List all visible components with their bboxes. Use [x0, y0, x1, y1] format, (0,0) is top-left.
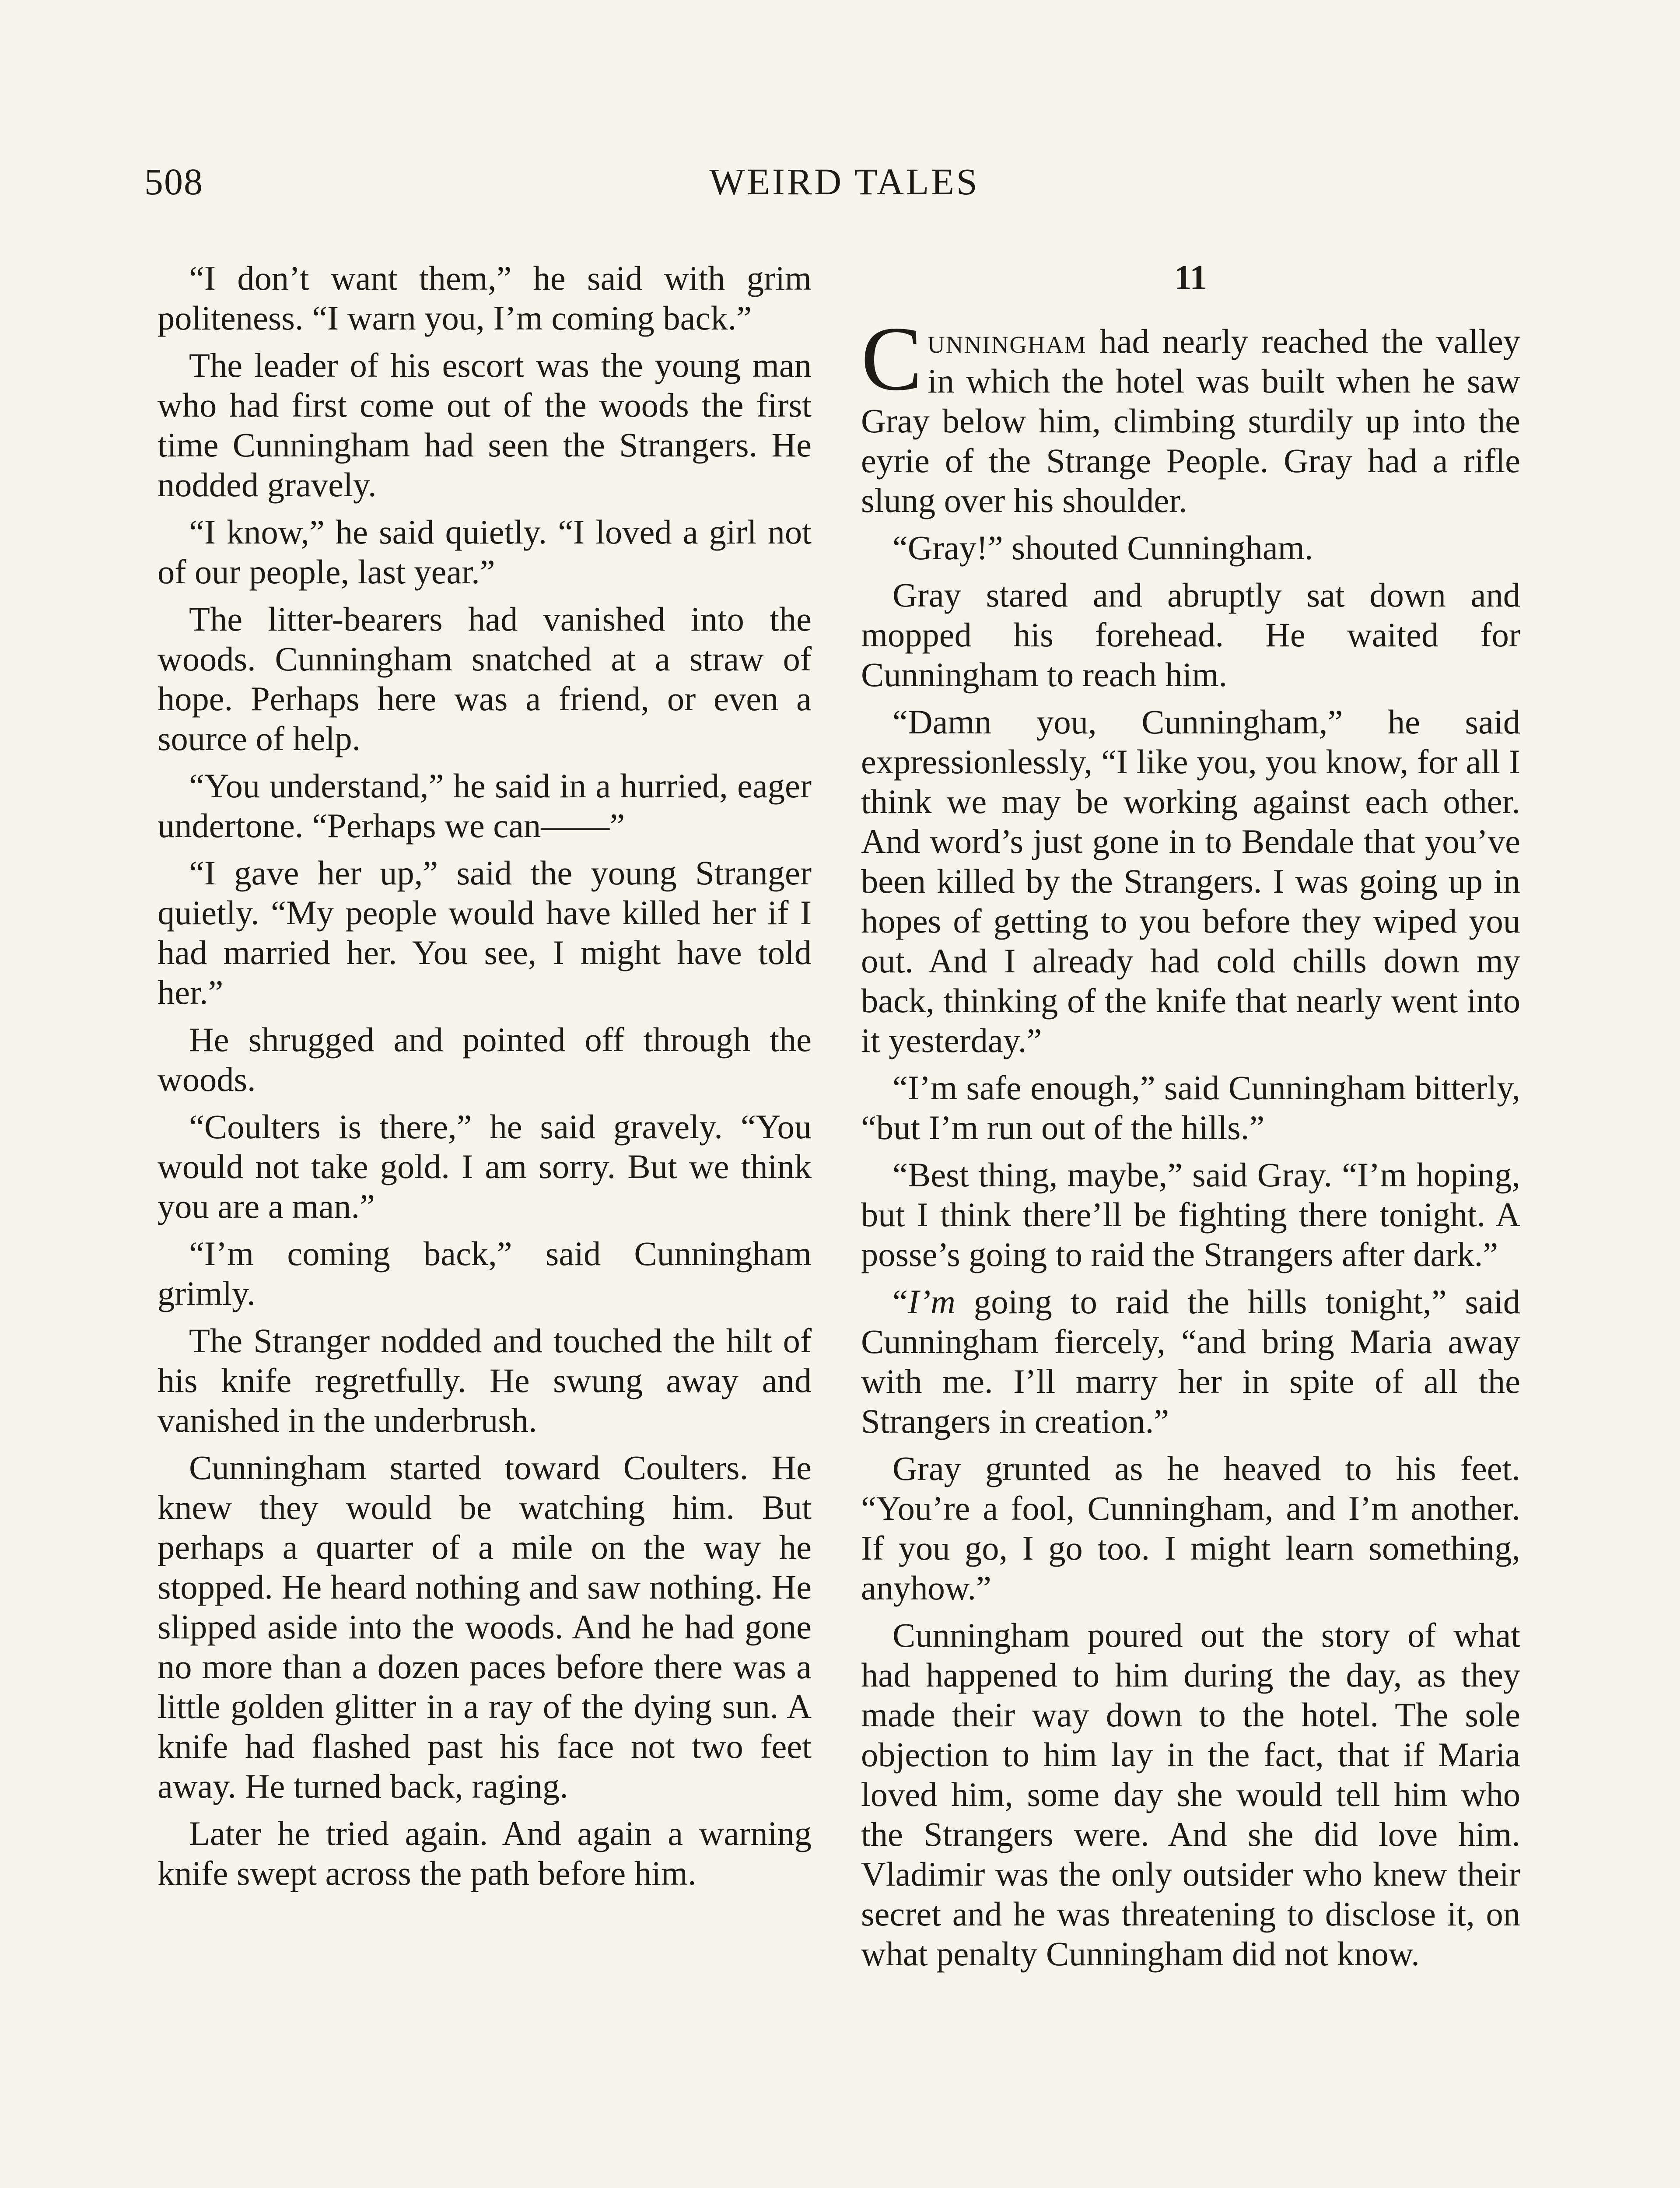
paragraph: “I know,” he said quietly. “I loved a girl not of our people, last year.” [158, 513, 812, 591]
paragraph: “Gray!” shouted Cunningham. [892, 529, 1313, 567]
opening-text: had nearly reached the valley in which the hotel was built when he saw Gray below him, climbing sturdily up into the eyrie of the Strange People. Gray had a rifle slung over his shoulder. [861, 322, 1520, 519]
paragraph: “Best thing, maybe,” said Gray. “I’m hoping, but I think there’ll be fighting there tonight. A posse’s going to raid the Strangers after dark.” [861, 1156, 1520, 1273]
paragraph: “I gave her up,” said the young Stranger quietly. “My people would have killed her if I had married her. You see, I might have told her.” [158, 854, 812, 1011]
paragraph: The litter-bearers had vanished into the woods. Cunningham snatched at a straw of hope. Perhaps here was a friend, or even a source of help. [158, 600, 812, 757]
drop-cap: C [861, 308, 923, 410]
page-number: 508 [144, 161, 203, 203]
paragraph: Later he tried again. And again a warning knife swept across the path before him. [158, 1814, 812, 1892]
right-column [861, 258, 1520, 1981]
paragraph: “I don’t want them,” he said with grim politeness. “I warn you, I’m coming back.” [158, 259, 812, 337]
paragraph: Gray grunted as he heaved to his feet. “You’re a fool, Cunningham, and I’m another. If you go, I go too. I might learn something, anyhow.” [861, 1449, 1520, 1607]
paragraph-rest: going to raid the hills tonight,” said Cunningham fiercely, “and bring Maria away with me. I’ll marry her in spite of all the Strangers in creation.” [861, 1283, 1520, 1440]
paragraph: Cunningham poured out the story of what had happened to him during the day, as they made their way down to the hotel. The sole objection to him lay in the fact, that if Maria loved him, some day she would tell him who the Strangers were. And she did love him. Vladimir was the only outsider who knew their secret and he was threatening to disclose it, on what penalty Cunningham did not know. [861, 1616, 1520, 1973]
paragraph: “Coulters is there,” he said gravely. “You would not take gold. I am sorry. But we think you are a man.” [158, 1108, 812, 1225]
paragraph: “You understand,” he said in a hurried, eager undertone. “Perhaps we can——” [158, 767, 812, 845]
paragraph: “Damn you, Cunningham,” he said expressionlessly, “I like you, you know, for all I think we may be working against each other. And word’s just gone in to Bendale that you’ve been killed by the Strangers. I was going up in hopes of getting to you before they wiped you out. And I already had cold chills down my back, thinking of the knife that nearly went into it yesterday.” [861, 703, 1520, 1059]
paragraph: He shrugged and pointed off through the woods. [158, 1020, 812, 1098]
opening-paragraph [861, 308, 1520, 520]
paragraph: The leader of his escort was the young man who had first come out of the woods the first time Cunningham had seen the Strangers. He nodded gravely. [158, 346, 812, 504]
paragraph: Cunningham started toward Coulters. He knew they would be watching him. But perhaps a quarter of a mile on the way he stopped. He heard nothing and saw nothing. He slipped aside into the woods. And he had gone no more than a dozen paces before there was a little golden glitter in a ray of the dying sun. A knife had flashed past his face not two feet away. He turned back, raging. [158, 1448, 812, 1805]
paragraph: Gray stared and abruptly sat down and mopped his forehead. He waited for Cunningham to reach him. [861, 576, 1520, 694]
italic-word: I’m [907, 1283, 956, 1321]
paragraph-with-italic [861, 1282, 1520, 1441]
open-quote: “ [892, 1283, 908, 1321]
section-number: 11 [1174, 259, 1208, 297]
opening-small-caps: unningham [928, 322, 1087, 360]
page-header [144, 160, 1544, 212]
paragraph: “I’m coming back,” said Cunningham grimly. [158, 1234, 812, 1312]
paragraph: The Stranger nodded and touched the hilt of his knife regretfully. He swung away and vanished in the underbrush. [158, 1322, 812, 1439]
paragraph: “I’m safe enough,” said Cunningham bitterly, “but I’m run out of the hills.” [861, 1069, 1520, 1147]
running-title: WEIRD TALES [709, 161, 980, 203]
left-column [158, 258, 812, 1900]
